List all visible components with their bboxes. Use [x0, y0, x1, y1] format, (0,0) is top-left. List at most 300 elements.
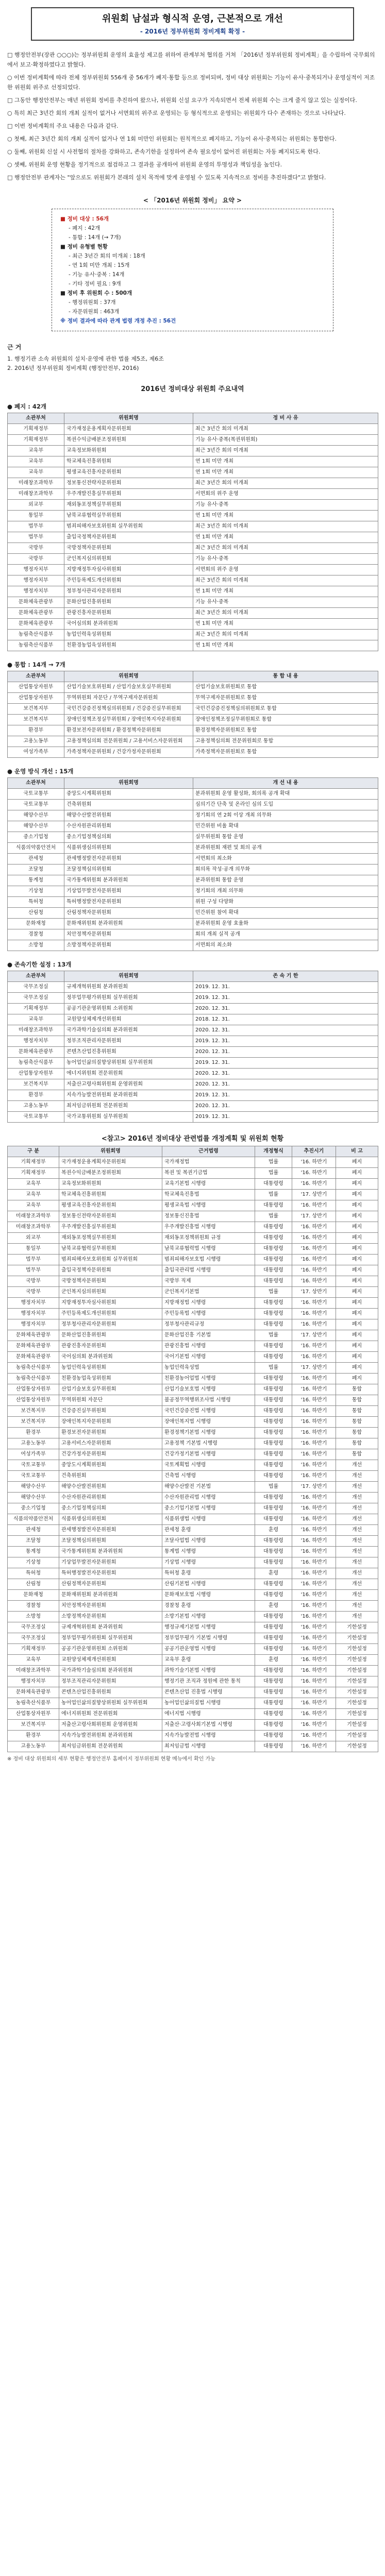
table-cell: 복권수익금배분조정위원회: [59, 1168, 162, 1179]
table-cell: 개선: [336, 1612, 378, 1622]
table-cell: '16. 하반기: [292, 1319, 336, 1330]
table-cell: 식품의약품안전처: [8, 1514, 59, 1525]
table-cell: 기획재정부: [8, 435, 64, 446]
table-row: [8, 865, 378, 875]
table-cell: 환경보전자문위원회: [59, 1428, 162, 1438]
table-cell: 법률: [255, 1211, 292, 1222]
table-cell: '16. 하반기: [292, 1428, 336, 1438]
table-cell: 기능 유사·중복: [193, 500, 378, 511]
table-row: [8, 630, 378, 640]
table-cell: 교육부: [8, 1200, 59, 1211]
intro-paragraph: □ 행정안전부 관계자는 "앞으로도 위원회가 본래의 설치 목적에 맞게 운영될 수 있도록 지속적으로 정비를 추진하겠다"고 밝혔다.: [7, 174, 326, 181]
table-cell: 2020. 12. 31.: [193, 1025, 378, 1036]
table-cell: 경찰청: [8, 1601, 59, 1612]
table-cell: 폐지: [336, 1319, 378, 1330]
document-page: [0, 7, 385, 2576]
table-cell: 관광진흥자문위원회: [64, 608, 193, 619]
table-cell: 공공기관운영법 시행령: [162, 1644, 255, 1655]
table-cell: 기한설정: [336, 1676, 378, 1687]
table-cell: '16. 하반기: [292, 1601, 336, 1612]
table-cell: 특허행정발전자문위원회: [59, 1568, 162, 1579]
table-cell: 미래창조과학부: [8, 489, 64, 500]
table-cell: 조달청: [8, 865, 64, 875]
table-cell: 조달청: [8, 1536, 59, 1547]
table-cell: 환경부: [8, 725, 64, 736]
table-cell: 폐지: [336, 1168, 378, 1179]
table-cell: '16. 하반기: [292, 1244, 336, 1255]
table-cell: 출입국관리법 시행령: [162, 1265, 255, 1276]
table-cell: 교육부: [8, 456, 64, 467]
table-cell: 관광진흥자문위원회: [59, 1341, 162, 1352]
table-cell: '16. 하반기: [292, 1168, 336, 1179]
table-row: [8, 800, 378, 810]
table-cell: 범죄피해자보호위원회 실무위원회: [59, 1255, 162, 1265]
table-row: [8, 1157, 378, 1168]
table-cell: 산업통상자원부: [8, 1395, 59, 1406]
table-cell: 콘텐츠산업진흥위원회: [59, 1687, 162, 1698]
table-cell: 2019. 12. 31.: [193, 1090, 378, 1101]
table-cell: 산림청: [8, 908, 64, 919]
table-cell: 기능 유사·중복(복권위원회): [193, 435, 378, 446]
table-cell: 최저임금위원회 전문위원회: [59, 1741, 162, 1752]
table-row: [8, 1265, 378, 1276]
table-row: [8, 704, 378, 715]
table-cell: 최근 3년간 회의 미개최: [193, 521, 378, 532]
table-cell: 지속가능발전법 시행령: [162, 1731, 255, 1741]
table-cell: 기획재정부: [8, 1004, 64, 1014]
table-cell: 친환경농업육성위원회: [64, 640, 193, 651]
group-table-header: [8, 971, 378, 982]
column-header: 위원회명: [64, 971, 193, 982]
table-cell: '16. 하반기: [292, 1709, 336, 1720]
group-title: ● 존속기한 설정 : 13개: [7, 961, 72, 968]
table-cell: 폐지: [336, 1211, 378, 1222]
table-cell: '16. 하반기: [292, 1352, 336, 1363]
table-row: [8, 532, 378, 543]
table-cell: 2018. 12. 31.: [193, 1014, 378, 1025]
table-cell: '16. 하반기: [292, 1590, 336, 1601]
table-cell: 농어업인삶의질향상위원회 실무위원회: [64, 1058, 193, 1069]
table-cell: 산업기술보호위원회 / 산업기술보호실무위원회: [64, 682, 193, 693]
table-cell: 심의기간 단축 및 온라인 심의 도입: [193, 800, 378, 810]
table-cell: '16. 하반기: [292, 1644, 336, 1655]
table-cell: 폐지: [336, 1298, 378, 1309]
summary-head: ■ 정비 대상 : 56개: [60, 216, 109, 222]
table-cell: '17. 상반기: [292, 1190, 336, 1200]
table-cell: 대통령령: [255, 1633, 292, 1644]
table-cell: 치안정책자문위원회: [59, 1601, 162, 1612]
notes-section: [0, 1754, 385, 1762]
table-cell: 미래창조과학부: [8, 478, 64, 489]
table-cell: 최근 3년간 회의 미개최: [193, 478, 378, 489]
table-cell: 환경부: [8, 1428, 59, 1438]
table-cell: '16. 하반기: [292, 1633, 336, 1644]
table-cell: 외교부: [8, 1233, 59, 1244]
table-cell: 폐지: [336, 1341, 378, 1352]
table-cell: 서면회의 최소화: [193, 940, 378, 951]
table-cell: 범죄피해자보호법 시행령: [162, 1255, 255, 1265]
table-cell: 훈령: [255, 1601, 292, 1612]
table-cell: 남북교류협력실무위원회: [64, 511, 193, 521]
table-cell: 산림정책자문위원회: [59, 1579, 162, 1590]
table-cell: '16. 하반기: [292, 1741, 336, 1752]
table-cell: 해양수산부: [8, 810, 64, 821]
table-cell: 대통령령: [255, 1741, 292, 1752]
table-cell: 복권수익금배분조정위원회: [64, 435, 193, 446]
table-cell: '16. 하반기: [292, 1579, 336, 1590]
table-cell: 해양수산부: [8, 1493, 59, 1503]
table-cell: 정부업무평가위원회 실무위원회: [59, 1633, 162, 1644]
table-cell: 교육부: [8, 1190, 59, 1200]
table-cell: 지속가능발전위원회 분과위원회: [59, 1731, 162, 1741]
table-cell: 통합: [336, 1428, 378, 1438]
table-row: [8, 1698, 378, 1709]
table-cell: 재외동포정책실무위원회: [59, 1233, 162, 1244]
table-cell: 대통령령: [255, 1255, 292, 1265]
table-cell: 정보통신전략자문위원회: [64, 478, 193, 489]
summary-sub-item: - 통합 : 14개 (→ 7개): [69, 234, 121, 241]
table-cell: '16. 하반기: [292, 1255, 336, 1265]
table-cell: '16. 하반기: [292, 1514, 336, 1525]
table-cell: 폐지: [336, 1363, 378, 1374]
group-table-header: [8, 413, 378, 424]
table-cell: 개선: [336, 1590, 378, 1601]
table-cell: '16. 하반기: [292, 1666, 336, 1676]
table-cell: 개선: [336, 1514, 378, 1525]
table-cell: '16. 하반기: [292, 1222, 336, 1233]
table-cell: 대통령령: [255, 1428, 292, 1438]
table-cell: 고용정책 기본법 시행령: [162, 1438, 255, 1449]
table-cell: 기한설정: [336, 1720, 378, 1731]
table-cell: 폐지: [336, 1265, 378, 1276]
column-header: 개정형식: [255, 1146, 292, 1157]
table-row: [8, 1644, 378, 1655]
column-header: 소관부처: [8, 413, 64, 424]
table-row: [8, 854, 378, 865]
table-row: [8, 1200, 378, 1211]
table-cell: 폐지: [336, 1190, 378, 1200]
table-cell: 2019. 12. 31.: [193, 1058, 378, 1069]
table-row: [8, 1395, 378, 1406]
table-row: [8, 1047, 378, 1058]
table-row: [8, 682, 378, 693]
group-table: [7, 971, 378, 1123]
table-cell: 국방정책자문위원회: [64, 543, 193, 554]
table-cell: 식품위생심의위원회: [64, 843, 193, 854]
table-cell: 행정자치부: [8, 565, 64, 575]
table-cell: 학교체육진흥법: [162, 1190, 255, 1200]
table-cell: 국가재정법: [162, 1157, 255, 1168]
table-cell: 대통령령: [255, 1709, 292, 1720]
summary-sub-item: - 폐지 : 42개: [69, 225, 101, 231]
table-cell: 콘텐츠산업 진흥법 시행령: [162, 1687, 255, 1698]
table-cell: 개선: [336, 1601, 378, 1612]
table-cell: 분과위원회 운영 효율화: [193, 919, 378, 929]
table-cell: 특허청 훈령: [162, 1568, 255, 1579]
table-cell: 평생교육진흥자문위원회: [59, 1200, 162, 1211]
table-row: [8, 554, 378, 565]
table-cell: 기획재정부: [8, 1644, 59, 1655]
table-cell: 학교체육진흥위원회: [59, 1190, 162, 1200]
table-cell: 국어심의회 분과위원회: [64, 619, 193, 630]
table-cell: '16. 하반기: [292, 1341, 336, 1352]
table-cell: 고용정책심의회 전문위원회로 통합: [193, 736, 378, 747]
table-cell: 개선: [336, 1525, 378, 1536]
table-cell: 위원 구성 다양화: [193, 897, 378, 908]
table-cell: '16. 하반기: [292, 1157, 336, 1168]
table-row: [8, 1482, 378, 1493]
table-cell: 2020. 12. 31.: [193, 1079, 378, 1090]
table-cell: 대통령령: [255, 1298, 292, 1309]
table-cell: 국방부: [8, 1287, 59, 1298]
table-row: [8, 1612, 378, 1622]
table-cell: 환경부: [8, 1731, 59, 1741]
table-row: [8, 1363, 378, 1374]
table-row: [8, 1298, 378, 1309]
table-cell: 기획재정부: [8, 1168, 59, 1179]
table-cell: 서면회의 최소화: [193, 854, 378, 865]
table-cell: 친환경농업육성위원회: [59, 1374, 162, 1384]
table-cell: 외교부: [8, 500, 64, 511]
column-header: 통 합 내 용: [193, 671, 378, 682]
table-cell: 대통령령: [255, 1341, 292, 1352]
table-cell: 훈령: [255, 1525, 292, 1536]
table-row: [8, 897, 378, 908]
table-cell: 가족정책자문위원회 / 건강가정자문위원회: [64, 747, 193, 758]
table-row: [8, 1058, 378, 1069]
column-header: 위원회명: [64, 413, 193, 424]
table-cell: 개선: [336, 1503, 378, 1514]
table-cell: 특허행정발전자문위원회: [64, 897, 193, 908]
table-cell: 건강증진실무위원회: [59, 1406, 162, 1417]
table-cell: 2019. 12. 31.: [193, 993, 378, 1004]
table-cell: '16. 하반기: [292, 1460, 336, 1471]
table-cell: 법무부: [8, 521, 64, 532]
table-row: [8, 619, 378, 630]
table-row: [8, 1557, 378, 1568]
table-cell: 문화재위원회 분과위원회: [59, 1590, 162, 1601]
table-cell: 관세청: [8, 854, 64, 865]
table-cell: 소방정책자문위원회: [59, 1612, 162, 1622]
table-cell: 대통령령: [255, 1622, 292, 1633]
table-row: [8, 789, 378, 800]
group-table-header: [8, 671, 378, 682]
table-cell: 보건복지부: [8, 1406, 59, 1417]
table-cell: 폐지: [336, 1287, 378, 1298]
table-cell: '16. 하반기: [292, 1406, 336, 1417]
table-cell: 훈령: [255, 1568, 292, 1579]
table-cell: 주민등록제도개선위원회: [64, 575, 193, 586]
table-cell: 국방부: [8, 543, 64, 554]
summary-head: ■ 정비 후 위원회 수 : 500개: [60, 290, 132, 296]
table-cell: '16. 하반기: [292, 1612, 336, 1622]
table-cell: '16. 하반기: [292, 1276, 336, 1287]
page-subtitle: - 2016년 정부위원회 정비계획 확정 -: [140, 28, 245, 35]
table-row: [8, 1741, 378, 1752]
table-cell: 교육정보화위원회: [59, 1179, 162, 1190]
table-cell: 교육부 훈령: [162, 1655, 255, 1666]
table-row: [8, 1179, 378, 1190]
table-cell: 회의록 작성·공개 의무화: [193, 865, 378, 875]
table-cell: 최근 3년간 회의 미개최: [193, 630, 378, 640]
table-cell: 농림축산식품부: [8, 1698, 59, 1709]
table-cell: 환경정책기본법 시행령: [162, 1428, 255, 1438]
table-row: [8, 982, 378, 993]
table-cell: 대통령령: [255, 1233, 292, 1244]
table-cell: 여성가족부: [8, 747, 64, 758]
table-cell: 수산자원관리위원회: [64, 821, 193, 832]
table-cell: 에너지위원회 전문위원회: [59, 1709, 162, 1720]
table-row: [8, 608, 378, 619]
table-cell: 대통령령: [255, 1276, 292, 1287]
table-cell: 회의 개최 실적 공개: [193, 929, 378, 940]
table-cell: 법무부: [8, 1265, 59, 1276]
table-cell: 교육부: [8, 1014, 64, 1025]
table-cell: 조달사업법 시행령: [162, 1536, 255, 1547]
table-cell: 기획재정부: [8, 1157, 59, 1168]
table-row: [8, 693, 378, 704]
table-cell: 국가교통위원회 실무위원회: [64, 1112, 193, 1123]
table-row: [8, 586, 378, 597]
table-cell: 문화재보호법 시행령: [162, 1590, 255, 1601]
table-cell: 군인복지심의위원회: [64, 554, 193, 565]
table-cell: 행정자치부: [8, 575, 64, 586]
table-cell: 고용노동부: [8, 1101, 64, 1112]
table-cell: '16. 하반기: [292, 1698, 336, 1709]
table-cell: 대통령령: [255, 1395, 292, 1406]
table-cell: 기한설정: [336, 1622, 378, 1633]
table-cell: 국토교통부: [8, 800, 64, 810]
table-cell: 기한설정: [336, 1633, 378, 1644]
table-cell: 중앙도시계획위원회: [59, 1460, 162, 1471]
table-cell: 국방부 직제: [162, 1276, 255, 1287]
table-cell: 복권 및 복권기금법: [162, 1168, 255, 1179]
column-header: 존 속 기 한: [193, 971, 378, 982]
table-cell: 대통령령: [255, 1547, 292, 1557]
title-box: [31, 7, 354, 41]
table-row: [8, 1341, 378, 1352]
table-cell: '16. 하반기: [292, 1503, 336, 1514]
table-row: [8, 478, 378, 489]
table-cell: 문화체육관광부: [8, 1047, 64, 1058]
table-row: [8, 1168, 378, 1179]
table-cell: 통합: [336, 1384, 378, 1395]
column-header: 위원회명: [59, 1146, 162, 1157]
table-cell: 규제개혁위원회 분과위원회: [64, 982, 193, 993]
table-cell: 대통령령: [255, 1200, 292, 1211]
table-row: [8, 1211, 378, 1222]
table-cell: '16. 하반기: [292, 1622, 336, 1633]
intro-paragraph: ○ 이번 정비계획에 따라 전체 정부위원회 556개 중 56개가 폐지·통합 등으로 정비되며, 정비 대상 위원회는 기능이 유사·중복되거나 운영실적이 저조한 위원회 위주로 선정되었다.: [7, 74, 375, 91]
intro-paragraph: ○ 특히 최근 3년간 회의 개최 실적이 없거나 서면회의 위주로 운영되는 등 형식적으로 운영되는 위원회가 다수 존재하는 것으로 나타났다.: [7, 110, 346, 116]
table-cell: 정부업무평가위원회 실무위원회: [64, 993, 193, 1004]
table-cell: 관세행정발전자문위원회: [64, 854, 193, 865]
table-cell: 국무조정실: [8, 1633, 59, 1644]
table-row: [8, 456, 378, 467]
table-cell: 해양수산발전위원회: [59, 1482, 162, 1493]
table-row: [8, 1547, 378, 1557]
table-cell: 군인복지심의위원회: [59, 1287, 162, 1298]
table-cell: 국민건강증진정책심의위원회로 통합: [193, 704, 378, 715]
summary-sub-item: - 기타 정비 필요 : 9개: [69, 281, 121, 287]
table-cell: 농어업인삶의질향상위원회 실무위원회: [59, 1698, 162, 1709]
basis-item: 2. 2016년 정부위원회 정비계획 (행정안전부, 2016): [7, 365, 139, 371]
table-cell: 2020. 12. 31.: [193, 1069, 378, 1079]
table-cell: 교육정보화위원회: [64, 446, 193, 456]
table-cell: 대통령령: [255, 1244, 292, 1255]
table-cell: 건강가정자문위원회: [59, 1449, 162, 1460]
table-cell: 농림축산식품부: [8, 1058, 64, 1069]
table-cell: 문화체육관광부: [8, 1687, 59, 1698]
table-cell: 대통령령: [255, 1417, 292, 1428]
table-cell: 통일부: [8, 511, 64, 521]
table-cell: 대통령령: [255, 1676, 292, 1687]
table-cell: 농업인력육성위원회: [59, 1363, 162, 1374]
summary-sub-item: - 기능 유사·중복 : 14개: [69, 272, 125, 278]
table-cell: 해양수산부: [8, 821, 64, 832]
table-cell: '16. 하반기: [292, 1200, 336, 1211]
table-cell: 지방재정투자심사위원회: [59, 1298, 162, 1309]
table-cell: 문화재위원회 분과위원회: [64, 919, 193, 929]
table-cell: 2020. 12. 31.: [193, 1047, 378, 1058]
table-row: [8, 993, 378, 1004]
table-cell: 연 1회 미만 개최: [193, 467, 378, 478]
intro-section: [7, 50, 378, 182]
table-cell: 대통령령: [255, 1644, 292, 1655]
summary-sub-item: - 최근 3년간 회의 미개최 : 18개: [69, 253, 145, 259]
table-cell: 기한설정: [336, 1687, 378, 1698]
group-title: ● 운영 방식 개선 : 15개: [7, 768, 74, 775]
table-cell: 저출산고령사회위원회 운영위원회: [64, 1079, 193, 1090]
table-cell: 대통령령: [255, 1438, 292, 1449]
column-header: 소관부처: [8, 671, 64, 682]
table-row: [8, 1590, 378, 1601]
table-cell: 대통령령: [255, 1493, 292, 1503]
table-cell: 장애인정책조정실무위원회로 통합: [193, 715, 378, 725]
table-cell: 정기회의 개최 의무화: [193, 886, 378, 897]
table-row: [8, 1222, 378, 1233]
table-row: [8, 1687, 378, 1698]
table-row: [8, 1471, 378, 1482]
table-cell: 대통령령: [255, 1179, 292, 1190]
table-cell: 에너지위원회 전문위원회: [64, 1069, 193, 1079]
table-cell: 중소기업정책심의회: [59, 1503, 162, 1514]
table-row: [8, 940, 378, 951]
column-header: 개 선 내 용: [193, 778, 378, 789]
table-cell: 대통령령: [255, 1309, 292, 1319]
table-row: [8, 725, 378, 736]
table-cell: 정보통신전략자문위원회: [59, 1211, 162, 1222]
table-cell: 교육부: [8, 446, 64, 456]
group-title: ● 통합 : 14개 → 7개: [7, 661, 65, 668]
table-cell: 대통령령: [255, 1731, 292, 1741]
intro-paragraph: ○ 셋째, 위원회 운영 현황을 정기적으로 점검하고 그 결과를 공개하여 위원회 운영의 투명성과 책임성을 높인다.: [7, 161, 282, 168]
table-cell: 무역위원회 자문단 / 무역구제자문위원회: [64, 693, 193, 704]
table-cell: 2019. 12. 31.: [193, 982, 378, 993]
table-cell: 규제개혁위원회 분과위원회: [59, 1622, 162, 1633]
table-row: [8, 810, 378, 821]
table-row: [8, 1622, 378, 1633]
table-row: [8, 1069, 378, 1079]
table-cell: 대통령령: [255, 1514, 292, 1525]
table-row: [8, 1536, 378, 1547]
table-cell: 정부청사관리규정: [162, 1319, 255, 1330]
table-cell: 조달정책심의위원회: [59, 1536, 162, 1547]
table-cell: 연 1회 미만 개최: [193, 456, 378, 467]
table-row: [8, 1666, 378, 1676]
summary-head: ※ 정비 결과에 따라 관계 법령 개정 추진 : 56건: [60, 318, 176, 324]
table-cell: 폐지: [336, 1244, 378, 1255]
